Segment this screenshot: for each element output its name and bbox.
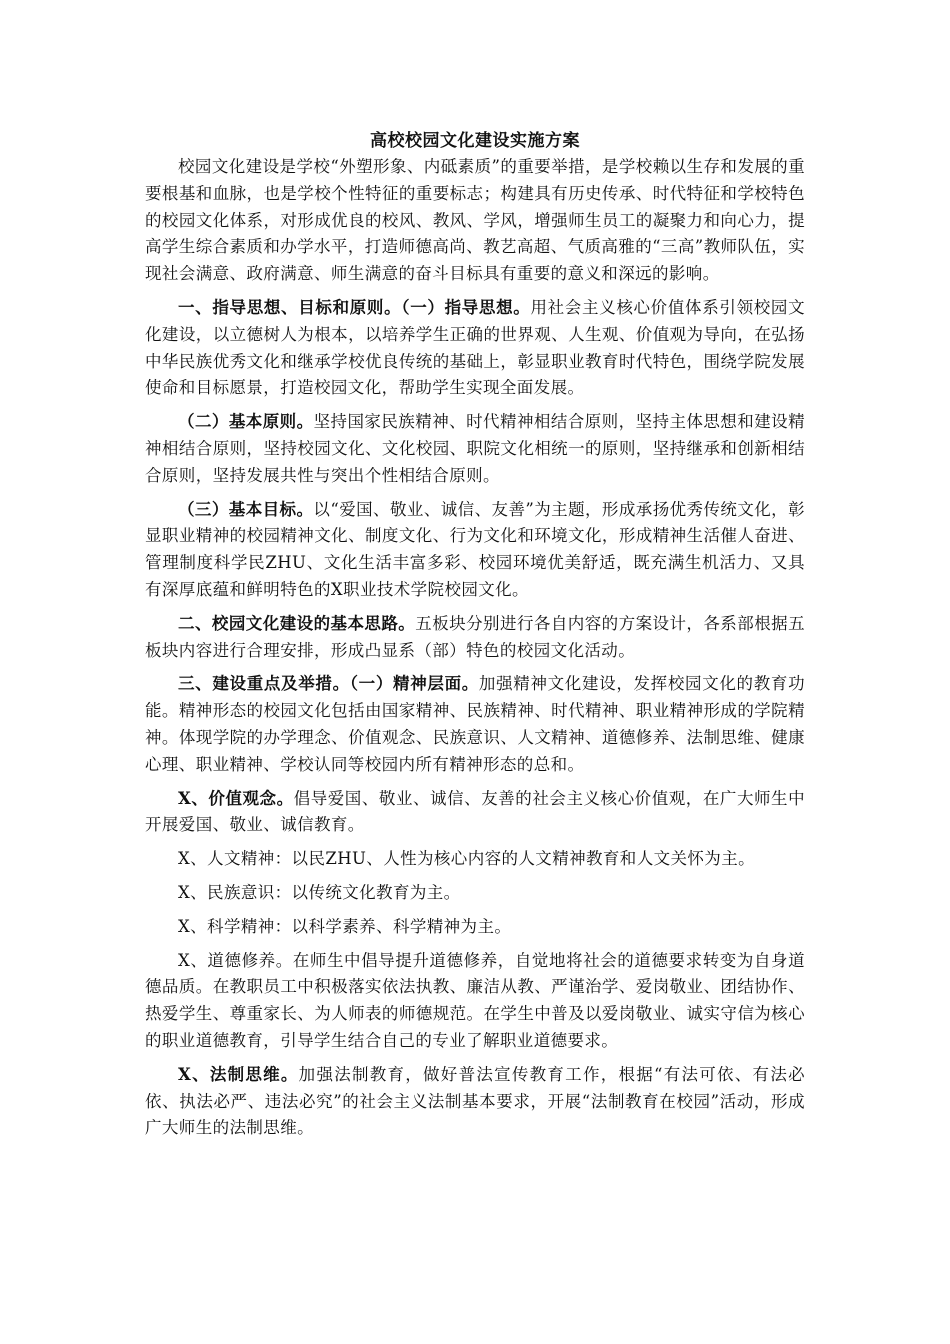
section-1b-heading: （二）基本原则。: [178, 412, 314, 432]
item-values-paragraph: [145, 786, 805, 840]
item-legal-thinking-paragraph: [145, 1062, 805, 1142]
document-page: [145, 128, 805, 1149]
item-science-spirit-paragraph: X、科学精神：以科学素养、科学精神为主。: [178, 916, 512, 936]
section-1-body: 用社会主义核心价值体系引领校园文化建设，以立德树人为根本，以培养学生正确的世界观、人生观、价值观为导向，在弘扬中华民族优秀文化和继承学校优良传统的基础上，彰显职业教育时代特色，围绕学院发展使命和目标愿景，打造校园文化，帮助学生实现全面发展。: [145, 297, 805, 398]
section-1c-paragraph: [145, 497, 805, 604]
section-1b-paragraph: [145, 409, 805, 489]
section-3-heading: 三、建设重点及举措。（一）精神层面。: [178, 674, 479, 694]
section-2-body: 五板块分别进行各自内容的方案设计，各系部根据五板块内容进行合理安排，形成凸显系（部）特色的校园文化活动。: [145, 613, 805, 660]
section-3-paragraph: [145, 671, 805, 778]
section-2-paragraph: [145, 611, 805, 665]
section-1b-body: 坚持国家民族精神、时代精神相结合原则，坚持主体思想和建设精神相结合原则，坚持校园文化、文化校园、职院文化相统一的原则，坚持继承和创新相结合原则，坚持发展共性与突出个性相结合原则。: [145, 412, 805, 485]
item-legal-thinking-body: 加强法制教育，做好普法宣传教育工作，根据“有法可依、有法必依、执法必严、违法必究”的社会主义法制基本要求，开展“法制教育在校园”活动，形成广大师生的法制思维。: [145, 1064, 805, 1138]
section-1-heading: 一、指导思想、目标和原则。（一）指导思想。: [178, 297, 531, 317]
section-3-body: 加强精神文化建设，发挥校园文化的教育功能。精神形态的校园文化包括由国家精神、民族精神、时代精神、职业精神形成的学院精神。体现学院的办学理念、价值观念、民族意识、人文精神、道德修养、法制思维、健康心理、职业精神、学校认同等校园内所有精神形态的总和。: [145, 674, 805, 774]
item-values-body: 倡导爱国、敬业、诚信、友善的社会主义核心价值观，在广大师生中开展爱国、敬业、诚信教育。: [145, 788, 805, 835]
intro-paragraph: 校园文化建设是学校“外塑形象、内砥素质”的重要举措，是学校赖以生存和发展的重要根基和血脉，也是学校个性特征的重要标志；构建具有历史传承、时代特征和学校特色的校园文化体系，对形成优良的校风、教风、学风，增强师生员工的凝聚力和向心力，提高学生综合素质和办学水平，打造师德高尚、教艺高超、气质高雅的“三高”教师队伍，实现社会满意、政府满意、师生满意的奋斗目标具有重要的意义和深远的影响。: [145, 157, 805, 284]
item-national-awareness-paragraph: X、民族意识：以传统文化教育为主。: [178, 882, 461, 902]
document-title: 高校校园文化建设实施方案: [370, 131, 580, 151]
item-legal-thinking-heading: X、法制思维。: [178, 1064, 299, 1084]
section-1c-heading: （三）基本目标。: [178, 499, 314, 519]
section-2-heading: 二、校园文化建设的基本思路。: [178, 613, 416, 633]
item-values-heading: X、价值观念。: [178, 788, 294, 808]
section-1c-body: 以“爱国、敬业、诚信、友善”为主题，形成承扬优秀传统文化，彰显职业精神的校园精神文化、制度文化、行为文化和环境文化，形成精神生活催人奋进、管理制度科学民ZHU、文化生活丰富多彩、校园环境优美舒适，既充满生机活力、又具有深厚底蕴和鲜明特色的X职业技术学院校园文化。: [145, 499, 805, 599]
item-morality-paragraph: X、道德修养。在师生中倡导提升道德修养，自觉地将社会的道德要求转变为自身道德品质。在教职员工中积极落实依法执教、廉洁从教、严谨治学、爱岗敬业、团结协作、热爱学生、尊重家长、为人师表的师德规范。在学生中普及以爱岗敬业、诚实守信为核心的职业道德教育，引导学生结合自己的专业了解职业道德要求。: [145, 950, 805, 1050]
section-1-paragraph: [145, 295, 805, 402]
item-humanities-paragraph: X、人文精神：以民ZHU、人性为核心内容的人文精神教育和人文关怀为主。: [178, 849, 756, 869]
